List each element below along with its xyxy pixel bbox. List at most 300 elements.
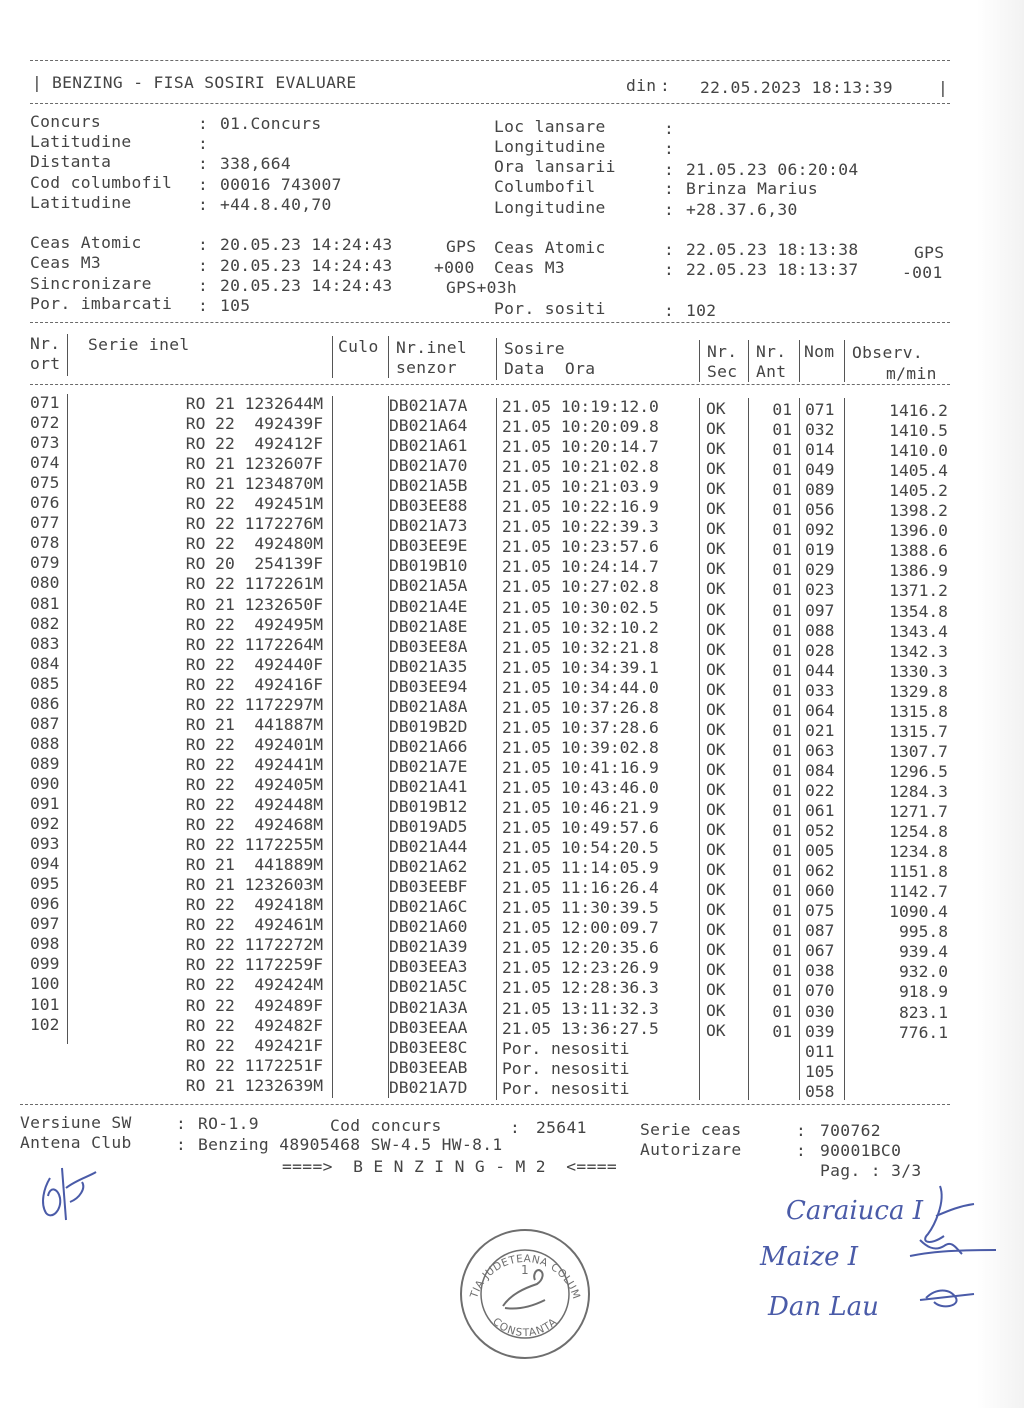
row-sosire: 21.05 10:22:39.3 (502, 517, 659, 537)
column-separator (388, 336, 389, 378)
info-colon: : (198, 154, 209, 173)
row-senzor: DB021A7A (389, 396, 468, 415)
clock-value: 20.05.23 14:24:43 (220, 235, 393, 254)
info-label: Longitudine (494, 198, 606, 217)
row-sec: OK (706, 1000, 726, 1020)
row-senzor: DB021A35 (389, 656, 468, 676)
info-value: Brinza Marius (686, 179, 818, 198)
row-nom: 084 (805, 760, 835, 780)
row-sosire: 21.05 11:14:05.9 (502, 858, 659, 878)
row-nom: 038 (805, 961, 835, 981)
row-observ: 1405.4 (889, 461, 948, 481)
col-nrsec-header: Nr. (707, 342, 738, 361)
info-colon: : (664, 179, 675, 198)
info-colon: : (198, 195, 209, 214)
footer-versiune-label: Versiune SW (20, 1113, 132, 1132)
row-sec: OK (706, 659, 726, 679)
row-sec: OK (706, 960, 726, 980)
row-senzor: DB021A44 (389, 837, 468, 857)
row-nr: 083 (30, 633, 60, 653)
clock-value: 105 (220, 296, 251, 315)
row-sosire: 21.05 10:27:02.8 (502, 577, 659, 597)
info-colon: : (198, 114, 209, 133)
row-nom: 064 (805, 700, 835, 720)
row-sec: OK (706, 459, 726, 479)
row-sec: OK (706, 840, 726, 860)
info-colon: : (198, 134, 209, 153)
col-culo-header: Culo (338, 337, 379, 356)
footer-colon: : (796, 1121, 807, 1140)
row-ant: 01 (772, 901, 792, 921)
footer-colon: : (510, 1118, 521, 1137)
row-nr: 094 (30, 854, 60, 874)
row-serie-inel: RO 22 492482F (185, 1015, 323, 1035)
row-observ: 1396.0 (889, 521, 948, 541)
row-observ: 1151.8 (889, 862, 948, 882)
row-senzor: DB03EE8C (389, 1037, 468, 1057)
row-observ: 1142.7 (889, 882, 948, 902)
row-senzor: DB019B2D (389, 716, 468, 736)
column-separator (699, 340, 700, 382)
info-label: Cod columbofil (30, 173, 173, 192)
clock-value: 20.05.23 14:24:43 (220, 256, 393, 275)
row-sec: OK (706, 419, 726, 439)
clock-value: 22.05.23 18:13:37 (686, 260, 859, 279)
row-nom: 049 (805, 460, 835, 480)
row-nom: 089 (805, 480, 835, 500)
row-sosire: 21.05 10:46:21.9 (502, 798, 659, 817)
row-senzor: DB021A5B (389, 476, 468, 496)
row-sec: OK (706, 719, 726, 739)
row-senzor: DB021A73 (389, 516, 468, 536)
clock-label: Sincronizare (30, 274, 152, 293)
row-nr: 102 (30, 1014, 60, 1034)
row-observ: 1090.4 (889, 902, 948, 922)
footer-dashed-rule (20, 1104, 950, 1105)
row-nom: 088 (805, 620, 835, 640)
row-sec: OK (706, 679, 726, 699)
row-nr: 073 (30, 433, 60, 453)
column-separator (844, 398, 845, 1100)
info-label: Columbofil (494, 177, 596, 196)
row-senzor: DB021A64 (389, 416, 468, 436)
row-nr: 096 (30, 894, 60, 914)
row-serie-inel: RO 22 492468M (185, 815, 323, 835)
row-serie-inel: RO 22 1172251F (185, 1055, 323, 1075)
table-header-dashed-rule (30, 384, 950, 385)
row-sec: OK (706, 539, 726, 559)
row-observ: 1315.8 (889, 701, 948, 721)
column-separator (799, 398, 800, 1100)
row-senzor: DB021A39 (389, 937, 468, 957)
svg-text:ASOCIATIA JUDETEANA COLUMBOFIL: ASOCIATIA JUDETEANA COLUMBOFILA (450, 1215, 583, 1301)
row-observ: 1388.6 (889, 541, 948, 561)
row-observ: 823.1 (898, 1002, 948, 1022)
column-separator (332, 336, 333, 378)
row-ant: 01 (772, 580, 792, 600)
row-serie-inel: RO 22 1172259F (185, 955, 323, 975)
row-nr: 086 (30, 693, 60, 713)
row-serie-inel: RO 22 492440F (185, 654, 323, 674)
row-serie-inel: RO 22 1172264M (185, 634, 323, 654)
row-senzor: DB021A61 (389, 436, 468, 456)
row-nom: 061 (805, 801, 835, 820)
row-senzor: DB03EE94 (389, 676, 468, 696)
row-senzor: DB019B12 (389, 797, 468, 816)
footer-autor-value: 90001BC0 (820, 1141, 902, 1160)
row-serie-inel: RO 21 441889M (185, 855, 323, 875)
row-sosire: 21.05 10:30:02.5 (502, 597, 659, 617)
row-serie-inel: RO 22 1172297M (185, 694, 323, 714)
row-ant: 01 (772, 961, 792, 981)
info-value: 00016 743007 (220, 175, 342, 194)
clock-extra: GPS (446, 237, 477, 256)
row-sosire: Por. nesositi (502, 1038, 630, 1058)
row-senzor: DB021A5A (389, 576, 468, 596)
row-nom: 058 (805, 1081, 835, 1101)
row-ant: 01 (772, 841, 792, 861)
info-colon: : (664, 200, 675, 219)
row-serie-inel: RO 22 492401M (185, 734, 323, 754)
row-serie-inel: RO 21 1232644M (185, 394, 323, 413)
footer-antena-label: Antena Club (20, 1133, 132, 1152)
row-serie-inel: RO 21 1232607F (185, 454, 323, 474)
row-nom: 014 (805, 440, 835, 460)
row-ant: 01 (772, 420, 792, 440)
row-nom: 028 (805, 640, 835, 660)
row-sec: OK (706, 820, 726, 840)
row-nr: 071 (30, 393, 60, 412)
row-senzor: DB03EE88 (389, 496, 468, 516)
row-senzor: DB03EEAB (389, 1057, 468, 1077)
row-observ: 1398.2 (889, 501, 948, 521)
row-senzor: DB021A60 (389, 917, 468, 937)
row-senzor: DB021A4E (389, 596, 468, 616)
row-sosire: 21.05 11:16:26.4 (502, 878, 659, 898)
row-serie-inel: RO 22 492480M (185, 534, 323, 554)
row-sec: OK (706, 619, 726, 639)
info-label: Latitudine (30, 132, 132, 151)
header-bar-right: | (938, 78, 949, 97)
row-ant: 01 (772, 881, 792, 901)
row-observ: 1315.7 (889, 721, 948, 741)
info-label: Ora lansarii (494, 157, 616, 176)
row-nr: 082 (30, 613, 60, 633)
row-sosire: 21.05 10:54:20.5 (502, 838, 659, 858)
footer-colon: : (176, 1114, 187, 1133)
row-sosire: 21.05 10:19:12.0 (502, 397, 659, 416)
row-sec: OK (706, 599, 726, 619)
col-senzor-header: senzor (396, 358, 457, 377)
row-ant: 01 (772, 760, 792, 780)
row-nr: 085 (30, 673, 60, 693)
row-serie-inel: RO 21 441887M (185, 714, 323, 734)
row-sosire: 21.05 10:37:28.6 (502, 717, 659, 737)
row-sosire: 21.05 11:30:39.5 (502, 898, 659, 918)
row-sec: OK (706, 759, 726, 779)
col-nrant-header: Nr. (756, 342, 787, 361)
row-serie-inel: RO 20 254139F (185, 554, 323, 574)
col-nr-header: Nr. (30, 334, 61, 353)
row-serie-inel: RO 22 1172276M (185, 514, 323, 534)
info-colon: : (664, 119, 675, 138)
row-ant: 01 (772, 440, 792, 460)
row-sosire: 21.05 10:32:21.8 (502, 637, 659, 657)
row-nom: 056 (805, 500, 835, 520)
row-observ: 995.8 (898, 922, 948, 942)
report-title: BENZING - FISA SOSIRI EVALUARE (52, 73, 357, 92)
col-nom-header: Nom (804, 342, 835, 361)
svg-text:CONSTANTA: CONSTANTA (490, 1315, 560, 1340)
signature-name: Caraiuca I (786, 1196, 923, 1226)
row-nom: 039 (805, 1021, 835, 1041)
row-sosire: Por. nesositi (502, 1078, 630, 1098)
row-senzor: DB03EEAA (389, 1017, 468, 1037)
row-nr: 099 (30, 954, 60, 974)
clock-label: Ceas Atomic (30, 233, 142, 252)
row-nr: 092 (30, 814, 60, 834)
row-ant: 01 (772, 600, 792, 620)
row-nom: 029 (805, 560, 835, 580)
club-stamp (450, 1215, 595, 1364)
row-serie-inel: RO 22 492439F (185, 414, 323, 434)
row-sec: OK (706, 479, 726, 499)
row-observ: 1410.5 (889, 421, 948, 441)
row-nom: 023 (805, 580, 835, 600)
row-sosire: 21.05 10:49:57.6 (502, 818, 659, 838)
row-nr: 078 (30, 533, 60, 553)
row-ant: 01 (772, 821, 792, 841)
row-ant: 01 (772, 680, 792, 700)
info-value: +44.8.40,70 (220, 195, 332, 214)
row-nom: 105 (805, 1061, 835, 1081)
row-sec: OK (706, 800, 726, 819)
info-label: Latitudine (30, 193, 132, 212)
col-serie-header: Serie inel (88, 335, 190, 354)
clock-colon: : (664, 260, 675, 279)
footer-serie-label: Serie ceas (640, 1120, 742, 1139)
row-serie-inel: RO 22 492461M (185, 915, 323, 935)
column-separator (748, 340, 749, 382)
row-sosire: 21.05 13:11:32.3 (502, 998, 659, 1018)
row-sosire: 21.05 10:41:16.9 (502, 757, 659, 777)
row-senzor: DB021A66 (389, 736, 468, 756)
row-ant: 01 (772, 780, 792, 800)
row-sosire: 21.05 10:37:26.8 (502, 697, 659, 717)
row-sosire: 21.05 10:43:46.0 (502, 777, 659, 797)
row-senzor: DB03EEA3 (389, 957, 468, 977)
row-sosire: Por. nesositi (502, 1058, 630, 1078)
row-observ: 918.9 (898, 982, 948, 1002)
info-label: Concurs (30, 112, 102, 131)
row-nom: 030 (805, 1001, 835, 1021)
clock-extra: -001 (902, 263, 943, 282)
row-observ: 1254.8 (889, 822, 948, 842)
row-observ: 932.0 (898, 962, 948, 982)
row-nr: 080 (30, 573, 60, 593)
row-observ: 1405.2 (889, 481, 948, 501)
row-serie-inel: RO 22 492424M (185, 975, 323, 995)
clock-value: 22.05.23 18:13:38 (686, 240, 859, 259)
clock-colon: : (198, 256, 209, 275)
row-observ: 1342.3 (889, 641, 948, 661)
clock-value: 20.05.23 14:24:43 (220, 276, 393, 295)
row-sec: OK (706, 559, 726, 579)
row-sosire: 21.05 13:36:27.5 (502, 1018, 659, 1038)
report-date-colon: : (660, 76, 671, 95)
footer-versiune-value: RO-1.9 (198, 1114, 259, 1133)
row-nr: 077 (30, 513, 60, 533)
row-sosire: 21.05 10:20:09.8 (502, 417, 659, 437)
row-sec: OK (706, 639, 726, 659)
clock-label: Por. imbarcati (30, 294, 173, 313)
row-serie-inel: RO 22 1172261M (185, 574, 323, 594)
clock-colon: : (198, 235, 209, 254)
info-label: Distanta (30, 152, 112, 171)
header-dashed-rule (30, 103, 950, 104)
row-ant: 01 (772, 400, 792, 419)
footer-cod-value: 25641 (536, 1118, 587, 1137)
row-sec: OK (706, 980, 726, 1000)
row-nr: 091 (30, 794, 60, 813)
clock-label: Ceas M3 (494, 258, 566, 277)
row-ant: 01 (772, 1021, 792, 1041)
row-ant: 01 (772, 500, 792, 520)
column-separator (496, 398, 497, 1100)
row-sec: OK (706, 499, 726, 519)
row-senzor: DB019B10 (389, 556, 468, 576)
row-nr: 101 (30, 994, 60, 1014)
col-sec-header: Sec (707, 362, 738, 381)
column-separator (699, 398, 700, 1100)
row-sosire: 21.05 12:23:26.9 (502, 958, 659, 978)
row-observ: 1386.9 (889, 561, 948, 581)
row-sec: OK (706, 739, 726, 759)
row-nom: 070 (805, 981, 835, 1001)
row-ant: 01 (772, 660, 792, 680)
row-ant: 01 (772, 460, 792, 480)
column-separator (748, 398, 749, 1100)
signature-name: Dan Lau (768, 1292, 879, 1322)
info-label: Longitudine (494, 137, 606, 156)
row-ant: 01 (772, 740, 792, 760)
row-serie-inel: RO 22 492489F (185, 995, 323, 1015)
col-nrinel-header: Nr.inel (396, 338, 468, 357)
row-senzor: DB03EE9E (389, 536, 468, 556)
row-serie-inel: RO 22 492441M (185, 754, 323, 774)
row-serie-inel: RO 21 1232650F (185, 594, 323, 614)
footer-colon: : (796, 1141, 807, 1160)
clock-extra: GPS (914, 243, 945, 262)
row-ant: 01 (772, 520, 792, 540)
row-sosire: 21.05 12:20:35.6 (502, 938, 659, 958)
row-nr: 072 (30, 413, 60, 433)
info-value: 21.05.23 06:20:04 (686, 160, 859, 179)
row-nr: 075 (30, 473, 60, 493)
row-sosire: 21.05 12:28:36.3 (502, 978, 659, 998)
column-separator (332, 396, 333, 1098)
col-mmin-header: m/min (886, 364, 937, 383)
row-senzor: DB021A5C (389, 977, 468, 997)
row-observ: 1307.7 (889, 741, 948, 761)
row-nr: 097 (30, 914, 60, 934)
row-serie-inel: RO 22 492405M (185, 774, 323, 794)
row-senzor: DB019AD5 (389, 817, 468, 837)
row-nr: 076 (30, 493, 60, 513)
row-serie-inel: RO 22 1172272M (185, 935, 323, 955)
clock-extra: +000 (434, 258, 475, 277)
row-serie-inel: RO 21 1234870M (185, 474, 323, 494)
row-sec: OK (706, 940, 726, 960)
svg-text:1: 1 (521, 1263, 529, 1277)
row-sec: OK (706, 900, 726, 920)
row-nr: 098 (30, 934, 60, 954)
row-nom: 071 (805, 400, 835, 419)
row-observ: 1296.5 (889, 761, 948, 781)
column-separator (496, 338, 497, 380)
row-sosire: 21.05 10:21:03.9 (502, 477, 659, 497)
row-sec: OK (706, 699, 726, 719)
row-sosire: 21.05 10:21:02.8 (502, 457, 659, 477)
clock-colon: : (664, 240, 675, 259)
row-nom: 032 (805, 420, 835, 440)
clock-label: Ceas Atomic (494, 238, 606, 257)
row-serie-inel: RO 22 492418M (185, 895, 323, 915)
row-observ: 1234.8 (889, 842, 948, 862)
column-separator (67, 394, 68, 1044)
row-senzor: DB021A7D (389, 1077, 468, 1097)
row-serie-inel: RO 22 492495M (185, 614, 323, 634)
row-nom: 011 (805, 1041, 835, 1061)
left-signature-mark (36, 1158, 106, 1238)
row-nr: 084 (30, 653, 60, 673)
row-nom: 062 (805, 861, 835, 881)
row-senzor: DB021A70 (389, 456, 468, 476)
row-nom: 097 (805, 600, 835, 620)
row-nom: 021 (805, 720, 835, 740)
row-ant: 01 (772, 720, 792, 740)
row-sosire: 21.05 12:00:09.7 (502, 918, 659, 938)
row-nom: 087 (805, 921, 835, 941)
row-sec: OK (706, 860, 726, 880)
row-ant: 01 (772, 941, 792, 961)
footer-antena-value: Benzing 48905468 SW-4.5 HW-8.1 (198, 1135, 503, 1154)
row-sec: OK (706, 579, 726, 599)
row-nom: 033 (805, 680, 835, 700)
row-observ: 1284.3 (889, 781, 948, 801)
row-ant: 01 (772, 1001, 792, 1021)
row-sec: OK (706, 439, 726, 459)
row-sec: OK (706, 920, 726, 940)
footer-cod-label: Cod concurs (330, 1116, 442, 1135)
info-value: 338,664 (220, 154, 292, 173)
row-serie-inel: RO 22 492412F (185, 434, 323, 454)
clock-label: Por. sositi (494, 299, 606, 318)
row-sosire: 21.05 10:22:16.9 (502, 497, 659, 517)
col-sosire-header: Sosire (504, 339, 565, 358)
row-sec: OK (706, 1020, 726, 1040)
row-observ: 1330.3 (889, 661, 948, 681)
footer-serie-value: 700762 (820, 1121, 881, 1140)
row-sosire: 21.05 10:24:14.7 (502, 557, 659, 577)
row-senzor: DB021A8A (389, 696, 468, 716)
clock-value: 102 (686, 301, 717, 320)
row-nom: 052 (805, 821, 835, 841)
row-observ: 1271.7 (889, 802, 948, 821)
row-sec: OK (706, 779, 726, 799)
row-sec: OK (706, 880, 726, 900)
clock-label: Ceas M3 (30, 253, 102, 272)
